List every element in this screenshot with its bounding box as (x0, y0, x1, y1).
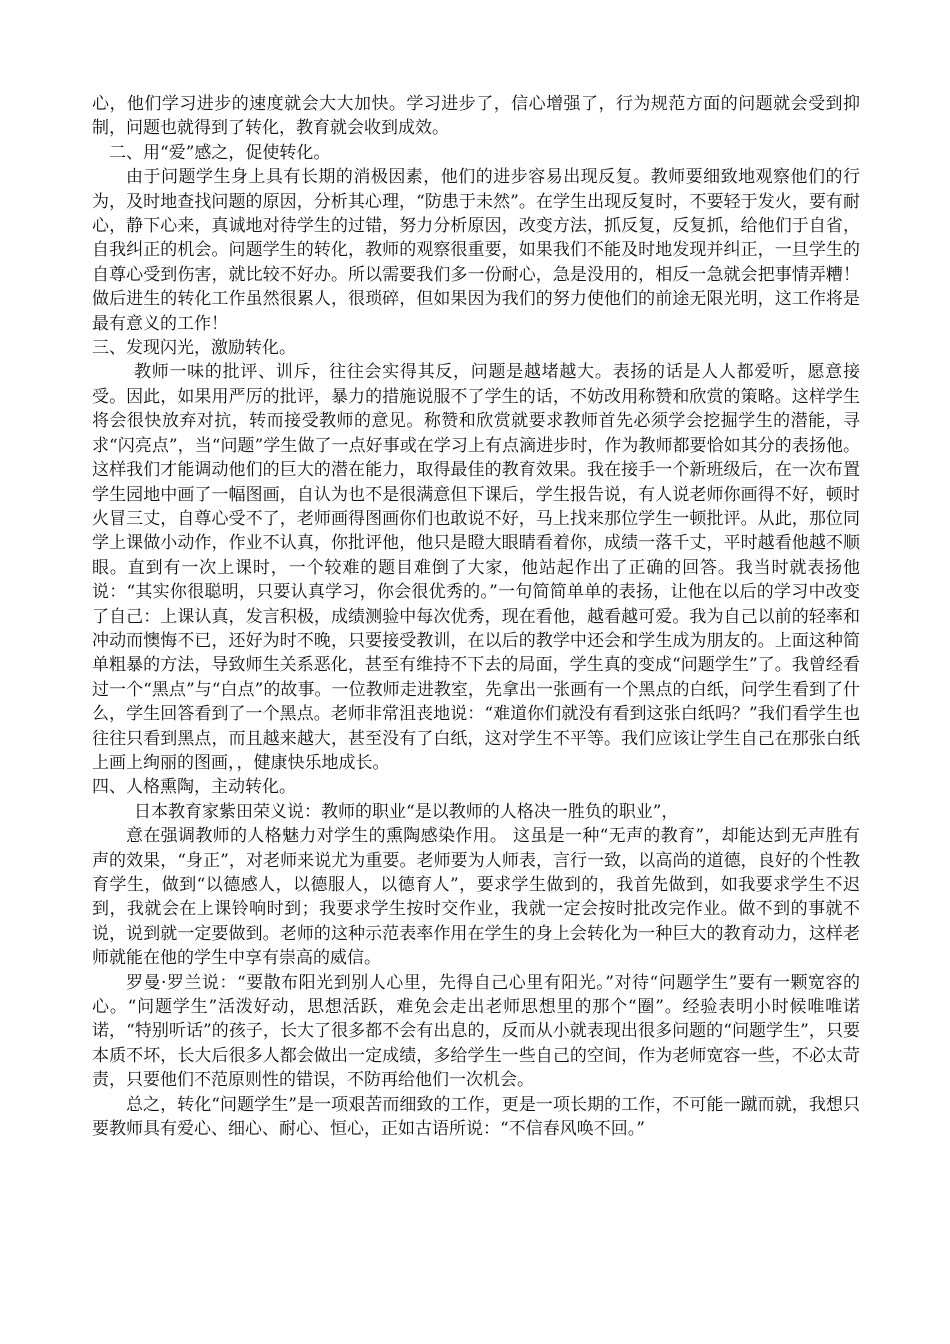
section-heading-3: 三、发现闪光，激励转化。 (92, 338, 296, 359)
paragraph-conclusion: 总之，转化“问题学生”是一项艰苦而细致的工作，更是一项长期的工作，不可能一蹴而就，我想只要教师具有爱心、细心、耐心、恒心，正如古语所说：“不信春风唤不回。” (92, 1094, 860, 1140)
section-heading-2: 二、用“爱”感之，促使转化。 (109, 142, 331, 163)
paragraph-section-4: 意在强调教师的人格魅力对学生的熏陶感染作用。 这虽是一种“无声的教育”，却能达到无声胜有声的效果，“身正”，对老师来说尤为重要。老师要为人师表，言行一致，以高尚的道德，良好的个性教育学生，做到“以德感人，以德服人，以德育人”，要求学生做到的，我首先做到，如我要求学生不迟到，我就会在上课铃响时到；我要求学生按时交作业，我就一定会按时批改完作业。做不到的事就不说，说到就一定要做到。老师的这种示范表率作用在学生的身上会转化为一种巨大的教育动力，这样老师就能在他的学生中享有崇高的威信。 (92, 826, 860, 969)
section-heading-4: 四、人格熏陶，主动转化。 (92, 777, 296, 798)
paragraph-section-3: 教师一味的批评、训斥，往往会实得其反，问题是越堵越大。表扬的话是人人都爱听，愿意接受。因此，如果用严厉的批评，暴力的措施说服不了学生的话，不妨改用称赞和欣赏的策略。这样学生将会很快放弃对抗，转而接受教师的意见。称赞和欣赏就要求教师首先必须学会挖掘学生的潜能，寻求“闪亮点”，当“问题”学生做了一点好事或在学习上有点滴进步时，作为教师都要恰如其分的表扬他。这样我们才能调动他们的巨大的潜在能力，取得最佳的教育效果。我在接手一个新班级后，在一次布置学生园地中画了一幅图画，自认为也不是很满意但下课后，学生报告说，有人说老师你画得不好，顿时火冒三丈，自尊心受不了，老师画得图画你们也敢说不好，马上找来那位学生一顿批评。从此，那位同学上课做小动作，作业不认真，你批评他，他只是瞪大眼睛看着你，成绩一落千丈，平时越看他越不顺眼。直到有一次上课时，一个较难的题目难倒了大家，他站起作出了正确的回答。我当时就表扬他说：“其实你很聪明，只要认真学习，你会很优秀的。”一句简简单单的表扬，让他在以后的学习中改变了自己：上课认真，发言积极，成绩测验中每次优秀，现在看他，越看越可爱。我为自己以前的轻率和冲动而懊悔不已，还好为时不晚，只要接受教训，在以后的教学中还会和学生成为朋友的。上面这种简单粗暴的方法，导致师生关系恶化，甚至有维持不下去的局面，学生真的变成“问题学生”了。我曾经看过一个“黑点”与“白点”的故事。一位教师走进教室，先拿出一张画有一个黑点的白纸，问学生看到了什么，学生回答看到了一个黑点。老师非常沮丧地说：“难道你们就没有看到这张白纸吗？”我们看学生也往往只看到黑点，而且越来越大，甚至没有了白纸，这对学生不平等。我们应该让学生自己在那张白纸上画上绚丽的图画，，健康快乐地成长。 (92, 362, 860, 773)
paragraph-romain-rolland: 罗曼·罗兰说：“要散布阳光到别人心里，先得自己心里有阳光。”对待“问题学生”要有一颗宽容的心。“问题学生”活泼好动，思想活跃，难免会走出老师思想里的那个“圈”。经验表明小时候唯唯诺诺，“特别听话”的孩子，长大了很多都不会有出息的，反而从小就表现出很多问题的“问题学生”，只要本质不坏，长大后很多人都会做出一定成绩，多给学生一些自己的空间，作为老师宽容一些，不必太苛责，只要他们不范原则性的错误，不防再给他们一次机会。 (92, 972, 860, 1091)
paragraph-quote-intro: 日本教育家紫田荣义说：教师的职业“是以教师的人格决一胜负的职业”， (134, 801, 679, 822)
paragraph-section-2: 由于问题学生身上具有长期的消极因素，他们的进步容易出现反复。教师要细致地观察他们的行为，及时地查找问题的原因，分析其心理，“防患于未然”。在学生出现反复时，不要轻于发火，要有耐心，静下心来，真诚地对待学生的过错，努力分析原因，改变方法，抓反复，反复抓，给他们于自省，自我纠正的机会。问题学生的转化，教师的观察很重要，如果我们不能及时地发现并纠正，一旦学生的自尊心受到伤害，就比较不好办。所以需要我们多一份耐心，急是没用的，相反一急就会把事情弄糟！做后进生的转化工作虽然很累人，很琐碎，但如果因为我们的努力使他们的前途无限光明，这工作将是最有意义的工作！ (92, 167, 860, 334)
document-page (92, 92, 860, 1141)
paragraph-intro-continuation: 心，他们学习进步的速度就会大大加快。学习进步了，信心增强了，行为规范方面的问题就会受到抑制，问题也就得到了转化，教育就会收到成效。 (92, 94, 860, 139)
